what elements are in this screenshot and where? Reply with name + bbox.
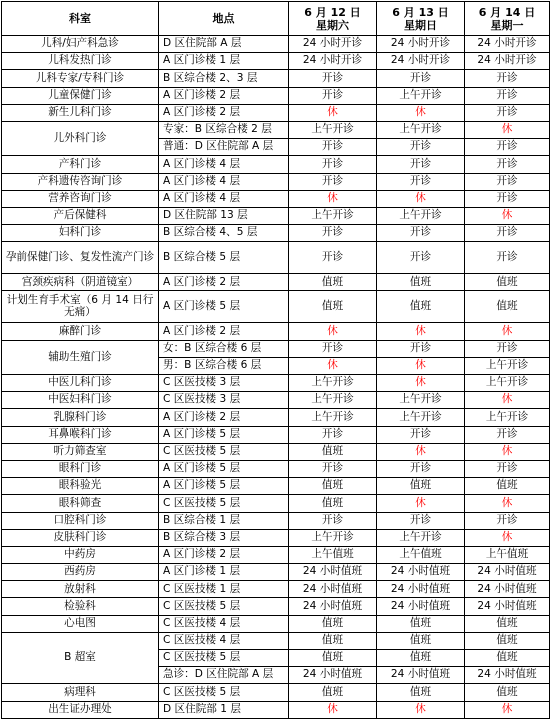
status-day-3: 开诊 (465, 156, 550, 173)
location-cell: A 区门诊楼 5 层 (159, 460, 289, 477)
location-cell: A 区门诊楼 4 层 (159, 190, 289, 207)
header-day-3-weekday: 星期一 (490, 18, 524, 32)
table-row (2, 478, 550, 495)
table-row (2, 529, 550, 546)
table-row (2, 70, 550, 87)
status-day-2: 开诊 (377, 173, 465, 190)
status-day-1: 开诊 (289, 460, 377, 477)
table-row (2, 121, 550, 138)
dept-cell: 产后保健科 (2, 207, 159, 224)
status-day-3: 开诊 (465, 104, 550, 121)
status-day-1: 开诊 (289, 512, 377, 529)
table-row (2, 701, 550, 718)
status-day-2: 上午开诊 (377, 87, 465, 104)
status-day-3: 值班 (465, 684, 550, 701)
status-day-2: 上午开诊 (377, 529, 465, 546)
status-day-2: 开诊 (377, 139, 465, 156)
status-day-2: 开诊 (377, 340, 465, 357)
status-day-1: 休 (289, 323, 377, 340)
status-day-2: 24 小时值班 (377, 581, 465, 598)
dept-cell: 宫颈疾病科（阴道镜室） (2, 274, 159, 291)
status-day-1: 值班 (289, 632, 377, 649)
status-day-2: 值班 (377, 615, 465, 632)
dept-cell: 儿科/妇产科急诊 (2, 36, 159, 53)
location-cell: 普通：D 区住院部 A 层 (159, 139, 289, 156)
location-cell: D 区住院部 1 层 (159, 701, 289, 718)
location-cell: A 区门诊楼 1 层 (159, 53, 289, 70)
status-day-3: 开诊 (465, 139, 550, 156)
status-day-2: 上午值班 (377, 546, 465, 563)
dept-cell: 产科遗传咨询门诊 (2, 173, 159, 190)
dept-cell: 听力筛查室 (2, 443, 159, 460)
status-day-1: 值班 (289, 684, 377, 701)
status-day-1: 值班 (289, 495, 377, 512)
status-day-3: 值班 (465, 632, 550, 649)
location-cell: C 区医技楼 3 层 (159, 392, 289, 409)
status-day-2: 24 小时值班 (377, 667, 465, 684)
location-cell: A 区门诊楼 2 层 (159, 104, 289, 121)
status-day-3: 24 小时值班 (465, 598, 550, 615)
status-day-1: 上午开诊 (289, 529, 377, 546)
dept-cell: 孕前保健门诊、复发性流产门诊 (2, 242, 159, 274)
status-day-1: 上午值班 (289, 546, 377, 563)
status-day-1: 上午开诊 (289, 207, 377, 224)
location-cell: C 区医技楼 5 层 (159, 443, 289, 460)
table-row (2, 392, 550, 409)
table-row (2, 409, 550, 426)
dept-cell: 新生儿科门诊 (2, 104, 159, 121)
dept-cell: 计划生育手术室（6 月 14 日行无痛） (2, 291, 159, 323)
status-day-1: 24 小时值班 (289, 667, 377, 684)
status-day-1: 上午开诊 (289, 375, 377, 392)
schedule-body (2, 36, 550, 719)
status-day-3: 开诊 (465, 173, 550, 190)
location-cell: A 区门诊楼 5 层 (159, 478, 289, 495)
location-cell: C 区医技楼 1 层 (159, 581, 289, 598)
status-day-3: 24 小时开诊 (465, 36, 550, 53)
location-cell: D 区住院部 A 层 (159, 36, 289, 53)
dept-cell: 乳腺科门诊 (2, 409, 159, 426)
table-row (2, 291, 550, 323)
table-row (2, 598, 550, 615)
status-day-3: 开诊 (465, 426, 550, 443)
location-cell: C 区医技楼 5 层 (159, 684, 289, 701)
schedule-table (1, 1, 550, 719)
status-day-1: 开诊 (289, 225, 377, 242)
dept-cell: 眼科验光 (2, 478, 159, 495)
status-day-1: 值班 (289, 274, 377, 291)
status-day-3: 值班 (465, 615, 550, 632)
dept-cell: 儿科发热门诊 (2, 53, 159, 70)
status-day-1: 24 小时开诊 (289, 53, 377, 70)
location-cell: C 区医技楼 5 层 (159, 650, 289, 667)
table-row (2, 375, 550, 392)
table-row (2, 104, 550, 121)
status-day-3: 休 (465, 392, 550, 409)
table-row (2, 684, 550, 701)
status-day-3: 休 (465, 207, 550, 224)
status-day-2: 开诊 (377, 426, 465, 443)
status-day-3: 开诊 (465, 340, 550, 357)
dept-cell: 检验科 (2, 598, 159, 615)
status-day-1: 休 (289, 701, 377, 718)
location-cell: A 区门诊楼 2 层 (159, 87, 289, 104)
status-day-1: 上午开诊 (289, 409, 377, 426)
dept-cell: 中医儿科门诊 (2, 375, 159, 392)
location-cell: C 区医技楼 5 层 (159, 495, 289, 512)
status-day-1: 上午开诊 (289, 121, 377, 138)
table-row (2, 190, 550, 207)
table-row (2, 274, 550, 291)
location-cell: C 区医技楼 3 层 (159, 375, 289, 392)
status-day-2: 值班 (377, 274, 465, 291)
table-row (2, 87, 550, 104)
location-cell: A 区门诊楼 2 层 (159, 409, 289, 426)
status-day-1: 值班 (289, 443, 377, 460)
status-day-2: 值班 (377, 684, 465, 701)
header-day-1-weekday: 星期六 (316, 18, 349, 32)
location-cell: 男：B 区综合楼 6 层 (159, 357, 289, 374)
status-day-2: 开诊 (377, 70, 465, 87)
status-day-2: 休 (377, 443, 465, 460)
location-cell: A 区门诊楼 4 层 (159, 156, 289, 173)
header-location: 地点 (159, 2, 289, 36)
dept-cell: 放射科 (2, 581, 159, 598)
status-day-2: 上午开诊 (377, 207, 465, 224)
status-day-2: 上午开诊 (377, 409, 465, 426)
status-day-1: 开诊 (289, 173, 377, 190)
location-cell: D 区住院部 13 层 (159, 207, 289, 224)
table-row (2, 460, 550, 477)
status-day-2: 24 小时开诊 (377, 36, 465, 53)
header-day-1 (289, 2, 377, 36)
status-day-3: 休 (465, 121, 550, 138)
dept-cell: 中药房 (2, 546, 159, 563)
status-day-2: 上午开诊 (377, 392, 465, 409)
table-row (2, 225, 550, 242)
dept-cell: 病理科 (2, 684, 159, 701)
dept-cell: 妇科门诊 (2, 225, 159, 242)
dept-cell: 眼科筛查 (2, 495, 159, 512)
location-cell: A 区门诊楼 4 层 (159, 173, 289, 190)
status-day-2: 24 小时值班 (377, 564, 465, 581)
location-cell: C 区医技楼 4 层 (159, 615, 289, 632)
location-cell: B 区综合楼 3 层 (159, 529, 289, 546)
status-day-1: 休 (289, 190, 377, 207)
status-day-2: 开诊 (377, 156, 465, 173)
status-day-1: 24 小时值班 (289, 598, 377, 615)
table-row (2, 581, 550, 598)
table-row (2, 53, 550, 70)
table-row (2, 36, 550, 53)
status-day-3: 开诊 (465, 87, 550, 104)
table-row (2, 207, 550, 224)
location-cell: A 区门诊楼 2 层 (159, 546, 289, 563)
status-day-3: 值班 (465, 478, 550, 495)
status-day-3: 24 小时值班 (465, 667, 550, 684)
status-day-2: 休 (377, 701, 465, 718)
dept-cell: 口腔科门诊 (2, 512, 159, 529)
status-day-3: 开诊 (465, 460, 550, 477)
status-day-3: 开诊 (465, 225, 550, 242)
status-day-3: 上午值班 (465, 546, 550, 563)
location-cell: B 区综合楼 1 层 (159, 512, 289, 529)
status-day-2: 开诊 (377, 512, 465, 529)
location-cell: A 区门诊楼 5 层 (159, 291, 289, 323)
dept-cell: 耳鼻喉科门诊 (2, 426, 159, 443)
header-dept: 科室 (2, 2, 159, 36)
location-cell: A 区门诊楼 1 层 (159, 564, 289, 581)
header-day-2-weekday: 星期日 (404, 18, 437, 32)
status-day-2: 开诊 (377, 460, 465, 477)
status-day-2: 上午开诊 (377, 121, 465, 138)
header-day-1-date: 6 月 12 日 (304, 5, 361, 19)
status-day-3: 开诊 (465, 242, 550, 274)
status-day-1: 开诊 (289, 340, 377, 357)
status-day-2: 值班 (377, 291, 465, 323)
location-cell: C 区医技楼 5 层 (159, 598, 289, 615)
dept-cell: 皮肤科门诊 (2, 529, 159, 546)
table-row (2, 495, 550, 512)
status-day-1: 休 (289, 104, 377, 121)
status-day-2: 休 (377, 495, 465, 512)
location-cell: 专家：B 区综合楼 2 层 (159, 121, 289, 138)
status-day-1: 开诊 (289, 156, 377, 173)
table-row (2, 546, 550, 563)
status-day-1: 24 小时值班 (289, 581, 377, 598)
status-day-3: 休 (465, 443, 550, 460)
dept-cell: 儿科专家/专科门诊 (2, 70, 159, 87)
header-day-2-date: 6 月 13 日 (392, 5, 449, 19)
location-cell: 女：B 区综合楼 6 层 (159, 340, 289, 357)
dept-cell: 营养咨询门诊 (2, 190, 159, 207)
table-row (2, 173, 550, 190)
table-row (2, 242, 550, 274)
status-day-1: 开诊 (289, 139, 377, 156)
dept-cell: 产科门诊 (2, 156, 159, 173)
dept-cell: 西药房 (2, 564, 159, 581)
status-day-3: 24 小时值班 (465, 581, 550, 598)
location-cell: 急诊：D 区住院部 A 层 (159, 667, 289, 684)
table-row (2, 564, 550, 581)
table-row (2, 156, 550, 173)
status-day-3: 值班 (465, 291, 550, 323)
status-day-2: 24 小时值班 (377, 598, 465, 615)
status-day-1: 值班 (289, 478, 377, 495)
status-day-1: 上午开诊 (289, 392, 377, 409)
location-cell: B 区综合楼 4、5 层 (159, 225, 289, 242)
table-row (2, 443, 550, 460)
status-day-1: 值班 (289, 291, 377, 323)
status-day-2: 休 (377, 190, 465, 207)
status-day-3: 休 (465, 701, 550, 718)
status-day-3: 开诊 (465, 512, 550, 529)
dept-cell: 麻醉门诊 (2, 323, 159, 340)
status-day-2: 休 (377, 323, 465, 340)
dept-cell: 儿童保健门诊 (2, 87, 159, 104)
dept-cell: 中医妇科门诊 (2, 392, 159, 409)
status-day-1: 开诊 (289, 242, 377, 274)
location-cell: C 区医技楼 4 层 (159, 632, 289, 649)
status-day-1: 开诊 (289, 70, 377, 87)
location-cell: B 区综合楼 2、3 层 (159, 70, 289, 87)
status-day-3: 休 (465, 495, 550, 512)
dept-cell: 儿外科门诊 (2, 121, 159, 155)
dept-cell: B 超室 (2, 632, 159, 684)
status-day-2: 开诊 (377, 225, 465, 242)
location-cell: A 区门诊楼 2 层 (159, 274, 289, 291)
dept-cell: 出生证办理处 (2, 701, 159, 718)
table-row (2, 340, 550, 357)
status-day-3: 值班 (465, 650, 550, 667)
status-day-3: 休 (465, 529, 550, 546)
status-day-3: 开诊 (465, 70, 550, 87)
dept-cell: 辅助生殖门诊 (2, 340, 159, 374)
status-day-2: 开诊 (377, 242, 465, 274)
status-day-1: 开诊 (289, 426, 377, 443)
table-row (2, 426, 550, 443)
status-day-3: 上午开诊 (465, 409, 550, 426)
table-row (2, 512, 550, 529)
status-day-1: 休 (289, 357, 377, 374)
status-day-2: 休 (377, 375, 465, 392)
location-cell: B 区综合楼 5 层 (159, 242, 289, 274)
status-day-2: 休 (377, 104, 465, 121)
status-day-1: 开诊 (289, 87, 377, 104)
table-row (2, 632, 550, 649)
status-day-3: 休 (465, 323, 550, 340)
status-day-1: 24 小时开诊 (289, 36, 377, 53)
table-row (2, 323, 550, 340)
location-cell: A 区门诊楼 5 层 (159, 426, 289, 443)
dept-cell: 眼科门诊 (2, 460, 159, 477)
status-day-2: 值班 (377, 632, 465, 649)
status-day-2: 值班 (377, 650, 465, 667)
location-cell: A 区门诊楼 2 层 (159, 323, 289, 340)
status-day-1: 值班 (289, 650, 377, 667)
header-day-3 (465, 2, 550, 36)
status-day-2: 休 (377, 357, 465, 374)
header-row (2, 2, 550, 36)
status-day-3: 24 小时值班 (465, 564, 550, 581)
header-day-2 (377, 2, 465, 36)
status-day-3: 开诊 (465, 190, 550, 207)
status-day-3: 24 小时开诊 (465, 53, 550, 70)
header-day-3-date: 6 月 14 日 (478, 5, 536, 19)
status-day-3: 上午开诊 (465, 357, 550, 374)
table-row (2, 615, 550, 632)
status-day-3: 上午开诊 (465, 375, 550, 392)
status-day-1: 24 小时值班 (289, 564, 377, 581)
status-day-1: 值班 (289, 615, 377, 632)
status-day-2: 值班 (377, 478, 465, 495)
dept-cell: 心电图 (2, 615, 159, 632)
status-day-3: 值班 (465, 274, 550, 291)
status-day-2: 24 小时开诊 (377, 53, 465, 70)
